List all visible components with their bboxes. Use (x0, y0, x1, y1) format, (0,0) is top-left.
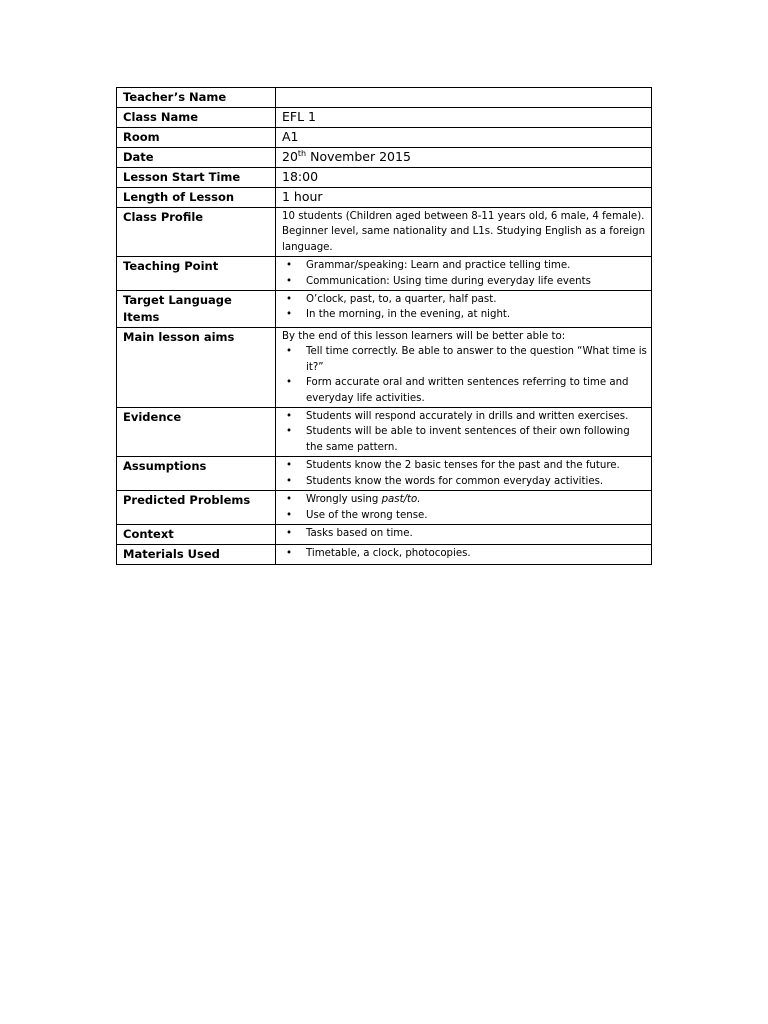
main-aims-list (282, 344, 647, 406)
label-teaching-point: Teaching Point (117, 257, 276, 291)
evidence-list (282, 409, 647, 455)
value-lesson-start-time: 18:00 (276, 168, 652, 188)
label-predicted-problems: Predicted Problems (117, 491, 276, 525)
date-suffix: th (297, 148, 307, 158)
row-target-language (117, 291, 652, 328)
list-item: • Timetable, a clock, photocopies. (282, 546, 647, 561)
label-materials-used: Materials Used (117, 544, 276, 564)
row-teacher-name (117, 88, 652, 108)
list-item: • Communication: Using time during everyday life events (282, 274, 647, 289)
value-materials-used (276, 544, 652, 564)
row-length-of-lesson (117, 188, 652, 208)
label-main-aims: Main lesson aims (117, 328, 276, 408)
value-class-name: EFL 1 (276, 108, 652, 128)
label-target-language: Target Language Items (117, 291, 276, 328)
value-teacher-name (276, 88, 652, 108)
list-item: • Students will be able to invent sentences of their own following the same pattern. (282, 424, 647, 455)
date-rest: November 2015 (306, 149, 411, 164)
label-context: Context (117, 524, 276, 544)
row-main-aims (117, 328, 652, 408)
label-date: Date (117, 148, 276, 168)
problem-italic: past/to. (381, 494, 421, 506)
list-item: • Use of the wrong tense. (282, 508, 647, 523)
value-predicted-problems (276, 491, 652, 525)
value-class-profile: 10 students (Children aged between 8-11 years old, 6 male, 4 female). Beginner level, same nationality and L1s. Studying English as a foreign language. (276, 208, 652, 257)
list-item: • Form accurate oral and written sentences referring to time and everyday life activities. (282, 375, 647, 406)
list-item (282, 492, 647, 507)
label-lesson-start-time: Lesson Start Time (117, 168, 276, 188)
row-materials-used (117, 544, 652, 564)
value-room: A1 (276, 128, 652, 148)
row-evidence (117, 408, 652, 457)
label-length-of-lesson: Length of Lesson (117, 188, 276, 208)
list-item: • Tell time correctly. Be able to answer to the question “What time is it?” (282, 344, 647, 375)
value-length-of-lesson: 1 hour (276, 188, 652, 208)
predicted-problems-list (282, 492, 647, 523)
list-item: • Students know the 2 basic tenses for the past and the future. (282, 458, 647, 473)
label-room: Room (117, 128, 276, 148)
row-teaching-point (117, 257, 652, 291)
row-predicted-problems (117, 491, 652, 525)
row-class-name (117, 108, 652, 128)
list-item: • O’clock, past, to, a quarter, half past. (282, 292, 647, 307)
label-teacher-name: Teacher’s Name (117, 88, 276, 108)
value-target-language (276, 291, 652, 328)
materials-used-list (282, 546, 647, 561)
target-language-list (282, 292, 647, 323)
label-assumptions: Assumptions (117, 457, 276, 491)
list-item: • In the morning, in the evening, at night. (282, 307, 647, 322)
value-evidence (276, 408, 652, 457)
list-item: • Students know the words for common everyday activities. (282, 474, 647, 489)
row-class-profile (117, 208, 652, 257)
teaching-point-list (282, 258, 647, 289)
row-assumptions (117, 457, 652, 491)
row-lesson-start-time (117, 168, 652, 188)
row-context (117, 524, 652, 544)
label-class-profile: Class Profile (117, 208, 276, 257)
assumptions-list (282, 458, 647, 489)
value-date (276, 148, 652, 168)
problem-prefix: Wrongly using (306, 494, 382, 506)
label-class-name: Class Name (117, 108, 276, 128)
date-day: 20 (282, 149, 298, 164)
list-item: • Grammar/speaking: Learn and practice telling time. (282, 258, 647, 273)
value-teaching-point (276, 257, 652, 291)
context-list (282, 526, 647, 541)
lesson-plan-table (116, 87, 652, 565)
row-date (117, 148, 652, 168)
value-assumptions (276, 457, 652, 491)
list-item: • Tasks based on time. (282, 526, 647, 541)
main-aims-intro: By the end of this lesson learners will be better able to: (282, 331, 566, 343)
value-context (276, 524, 652, 544)
value-main-aims (276, 328, 652, 408)
label-evidence: Evidence (117, 408, 276, 457)
row-room (117, 128, 652, 148)
list-item: • Students will respond accurately in drills and written exercises. (282, 409, 647, 424)
